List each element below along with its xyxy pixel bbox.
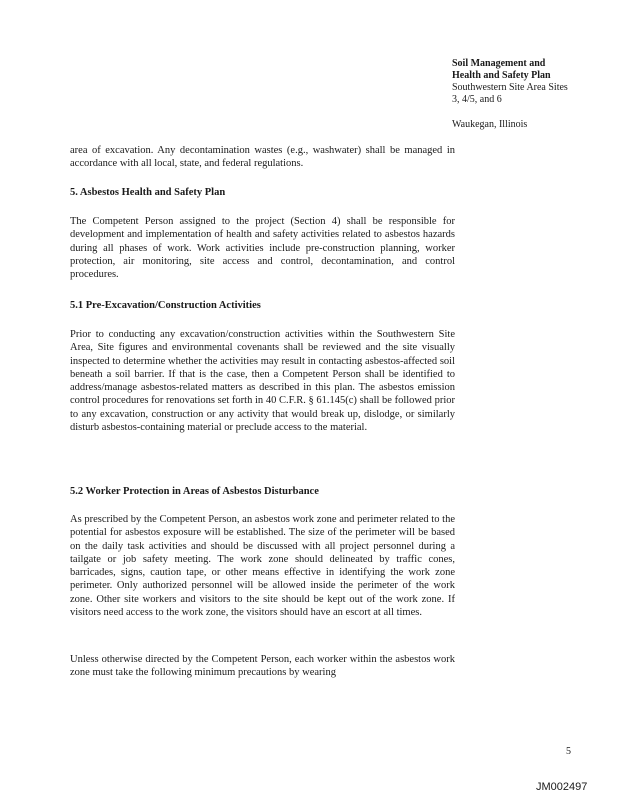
section-5-paragraph: The Competent Person assigned to the project (Section 4) shall be responsible for development and implementation of health and safety activities related to asbestos hazards during all phases of work. Work activities include pre-construction planning, worker protection, air monitoring, site access and control, decontamination, and control procedures. xyxy=(70,216,455,281)
section-5-heading: 5. Asbestos Health and Safety Plan xyxy=(70,187,226,198)
header-title-line2: Health and Safety Plan xyxy=(452,70,551,81)
section-5-2-paragraph-2: Unless otherwise directed by the Competent Person, each worker within the asbestos work zone must take the following minimum precautions by wearing xyxy=(70,654,455,679)
page-number: 5 xyxy=(566,746,571,757)
intro-paragraph: area of excavation. Any decontamination wastes (e.g., washwater) shall be managed in accordance with all local, state, and federal regulations. xyxy=(70,145,455,170)
header-title-line1: Soil Management and xyxy=(452,58,546,69)
section-5-1-paragraph: Prior to conducting any excavation/construction activities within the Southwestern Site Area, Site figures and environmental covenants shall be reviewed and the site visually inspected to determine whether the activities may result in contacting asbestos-affected soil beneath a soil barrier. If that is the case, then a Competent Person shall be identified to address/manage asbestos-related matters as described in this plan. The asbestos emission control procedures for renovations set forth in 40 C.F.R. § 61.145(c) shall be followed prior to any excavation, construction or any activity that would break up, dislodge, or similarly disturb asbestos-containing material or preclude access to the material. xyxy=(70,329,455,434)
section-5-1-heading: 5.1 Pre-Excavation/Construction Activities xyxy=(70,300,261,311)
header-subtitle-line1: Southwestern Site Area Sites xyxy=(452,82,568,93)
document-id: JM002497 xyxy=(536,781,588,793)
header-subtitle-line2: 3, 4/5, and 6 xyxy=(452,94,502,105)
document-header xyxy=(452,58,612,131)
section-5-2-paragraph-1: As prescribed by the Competent Person, an asbestos work zone and perimeter related to the potential for asbestos exposure will be established. The size of the perimeter will be based on the daily task activities and should be discussed with all project personnel during a tailgate or job safety meeting. The work zone should delineated by traffic cones, barricades, signs, caution tape, or other means effective in identifying the work zone perimeter. Only authorized personnel will be allowed inside the perimeter of the work zone. Other site workers and visitors to the site should be kept out of the work zone. If visitors need access to the work zone, the visitors should have an escort at all times. xyxy=(70,514,455,619)
section-5-2-heading: 5.2 Worker Protection in Areas of Asbestos Disturbance xyxy=(70,486,319,497)
header-location: Waukegan, Illinois xyxy=(452,119,528,130)
